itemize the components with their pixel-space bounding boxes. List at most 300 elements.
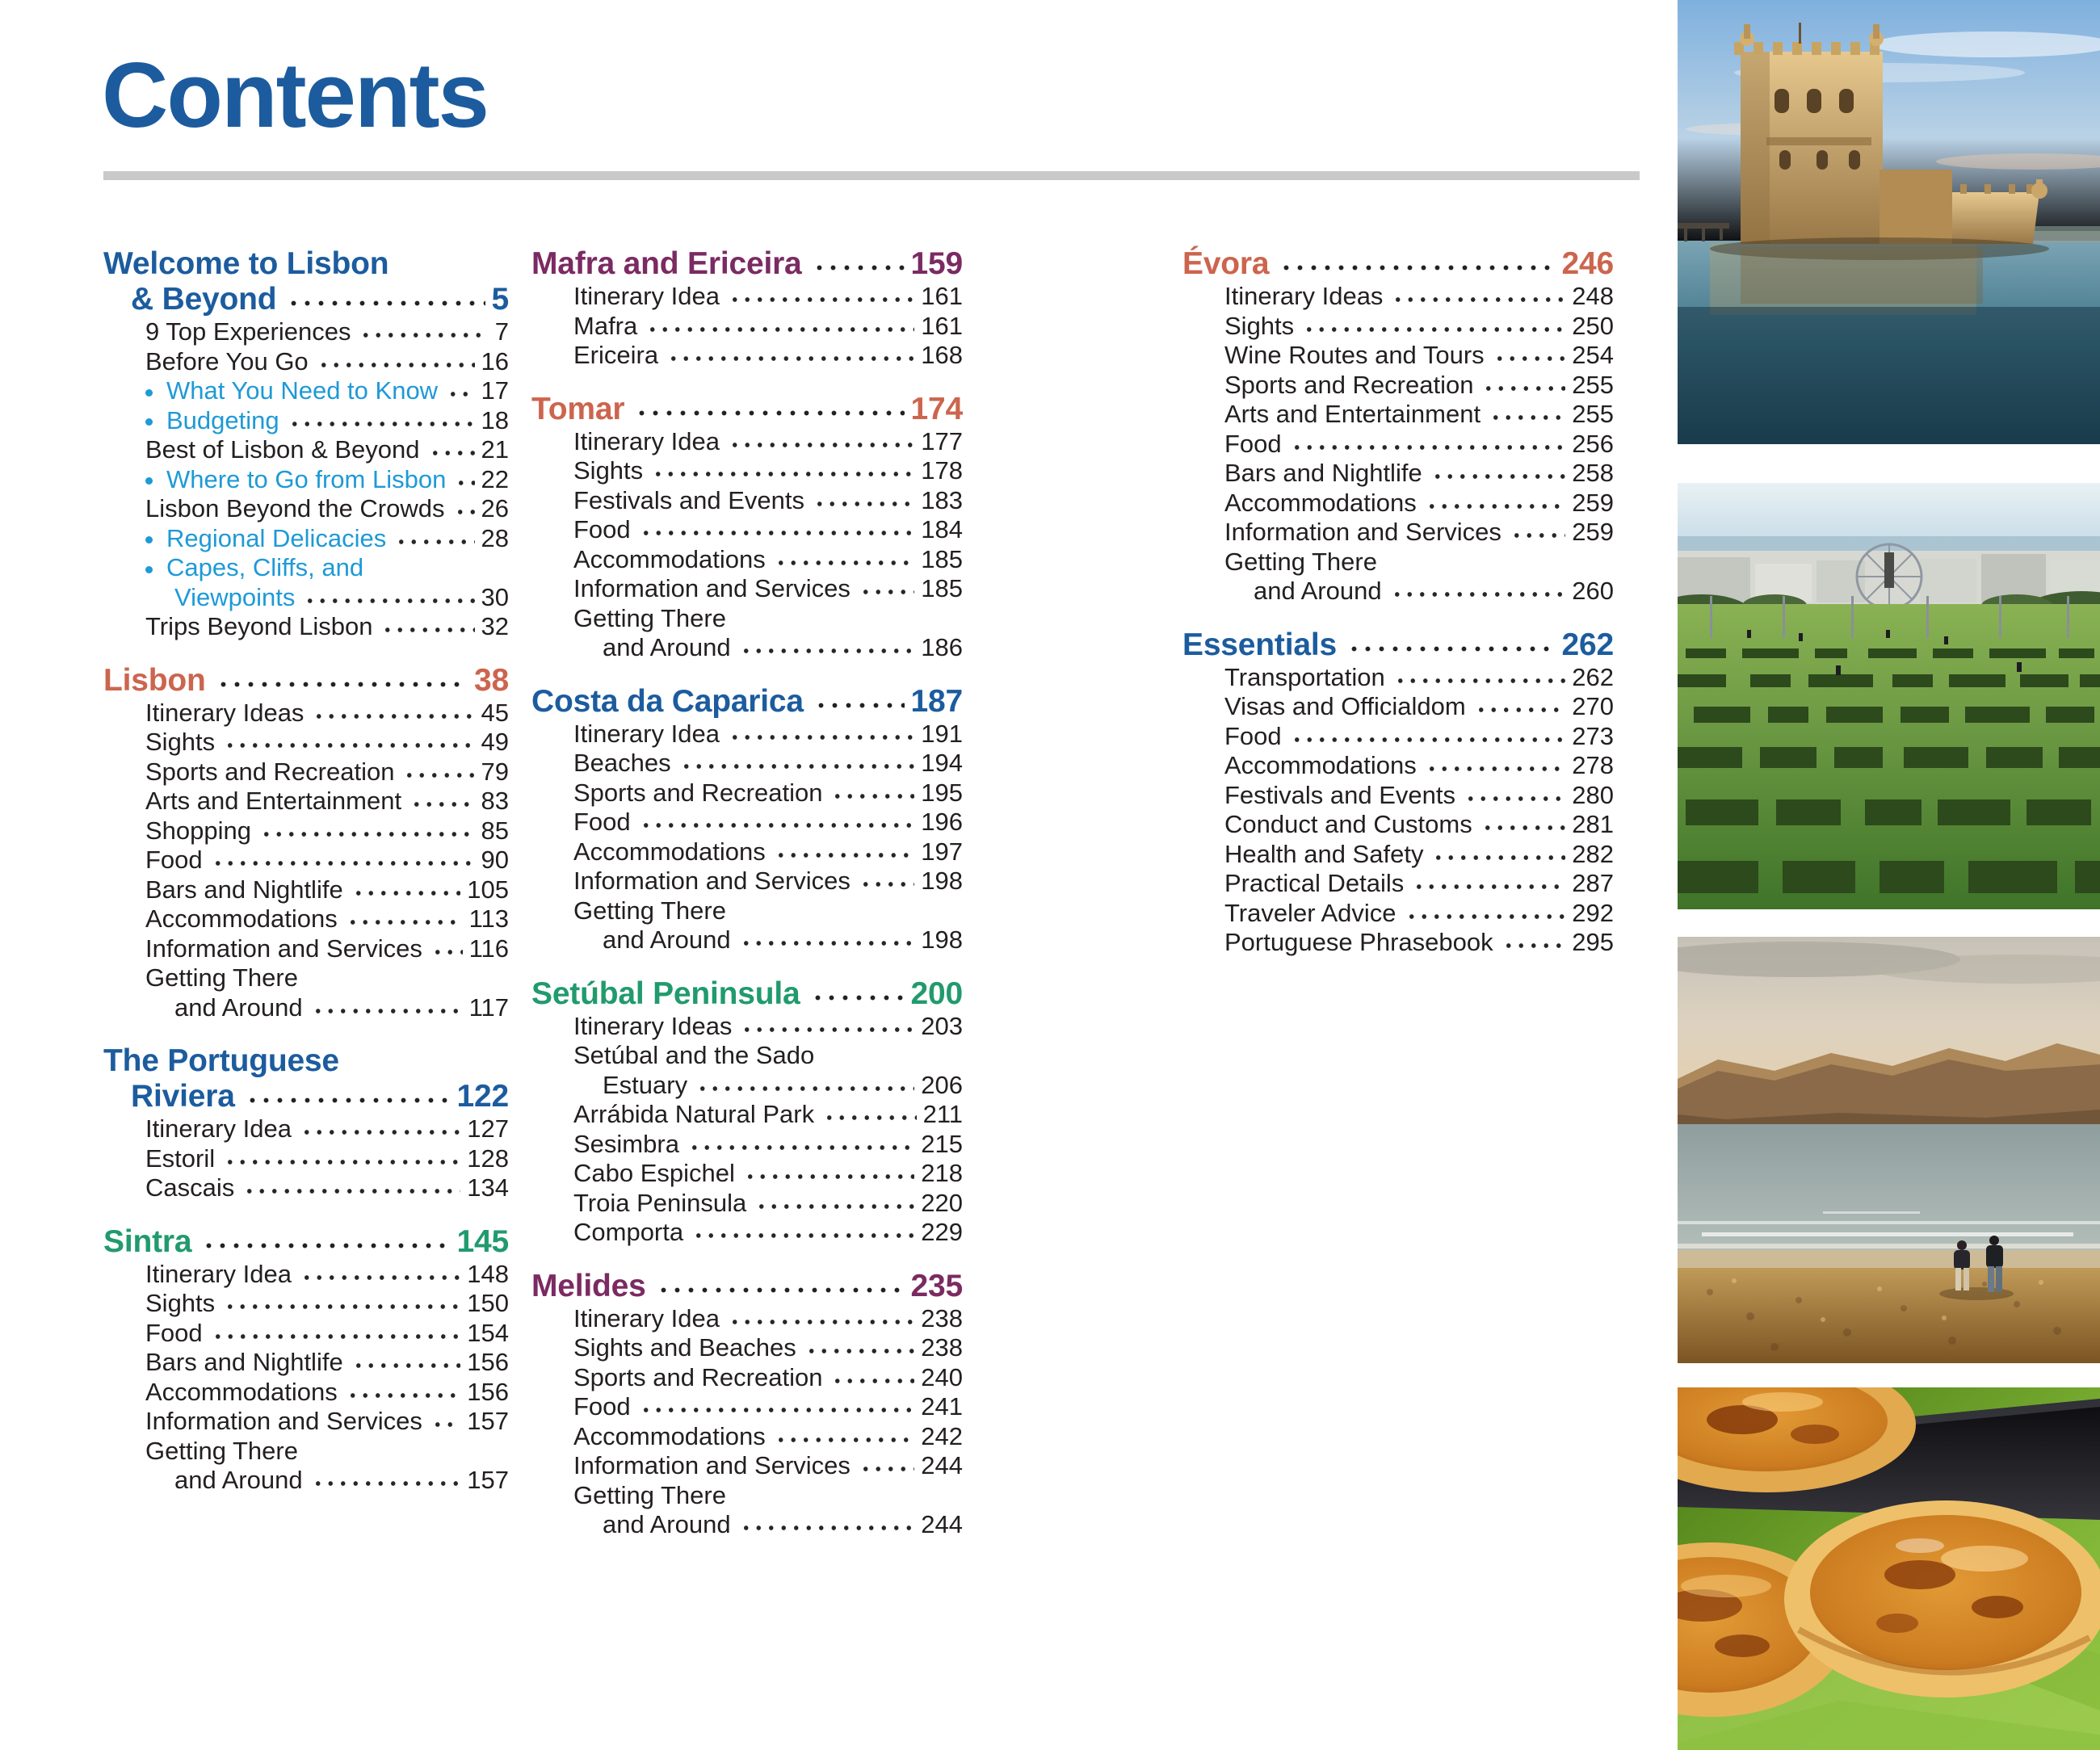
- entry-page: 195: [921, 778, 963, 807]
- dot-leader: [754, 1189, 914, 1219]
- toc-entry: [103, 317, 509, 347]
- section-page: 159: [910, 246, 963, 281]
- entry-page: 255: [1572, 400, 1614, 428]
- toc-entry: [531, 808, 963, 837]
- entry-label: and Around: [603, 1510, 731, 1538]
- entry-page: 113: [468, 904, 509, 933]
- toc-entry: [531, 1218, 963, 1248]
- toc-entry: [531, 1012, 963, 1042]
- toc-entry: [103, 934, 509, 964]
- toc-entry-continuation: [103, 583, 509, 613]
- entry-page: 244: [921, 1451, 963, 1479]
- dot-leader: [351, 1348, 461, 1378]
- entry-label: Conduct and Customs: [1224, 810, 1472, 838]
- entry-page: 157: [467, 1407, 509, 1435]
- dot-leader: [427, 435, 475, 465]
- section-title: Lisbon: [103, 662, 206, 698]
- entry-label: and Around: [603, 633, 731, 661]
- dot-leader: [242, 1173, 460, 1203]
- toc-entry: [1182, 400, 1614, 430]
- dot-leader: [742, 1159, 914, 1189]
- dot-leader: [738, 1510, 915, 1540]
- dot-leader: [213, 663, 468, 699]
- dot-leader: [738, 925, 915, 955]
- toc-section: [531, 246, 963, 371]
- dot-leader: [401, 757, 474, 787]
- entry-page: 177: [921, 426, 963, 455]
- entry-page: 18: [481, 405, 509, 434]
- section-title: Melides: [531, 1268, 646, 1303]
- entry-page: 168: [921, 341, 963, 369]
- dot-leader: [1390, 282, 1565, 312]
- toc-entry: [531, 778, 963, 808]
- dot-leader: [1492, 341, 1566, 371]
- toc-entry: [1182, 840, 1614, 870]
- toc-entry: [531, 1304, 963, 1334]
- entry-label: Festivals and Events: [1224, 780, 1456, 809]
- entry-page: 273: [1572, 721, 1614, 750]
- entry-label: Food: [573, 1392, 631, 1421]
- section-title: The Portuguese: [103, 1043, 339, 1078]
- entry-page: 241: [921, 1392, 963, 1421]
- entry-page: 248: [1572, 282, 1614, 310]
- entry-page: 260: [1572, 577, 1614, 605]
- bullet-icon: [145, 389, 153, 397]
- toc-entry: [531, 1481, 963, 1511]
- toc-entry: [1182, 751, 1614, 781]
- toc-entry: [103, 846, 509, 875]
- entry-label: Comporta: [573, 1218, 684, 1246]
- toc-entry: [103, 1173, 509, 1203]
- entry-page: 270: [1572, 692, 1614, 720]
- entry-label: Practical Details: [1224, 869, 1405, 897]
- toc-entry: [531, 574, 963, 604]
- toc-entry: [103, 553, 509, 583]
- dot-leader: [830, 1363, 914, 1393]
- entry-label: Sesimbra: [573, 1129, 679, 1158]
- toc-entry: [531, 1451, 963, 1481]
- dot-leader: [695, 1071, 914, 1101]
- entry-label: Information and Services: [1224, 518, 1502, 546]
- section-heading-line: [531, 392, 963, 427]
- toc-entry-continuation: [1182, 577, 1614, 606]
- dot-leader: [821, 1100, 917, 1130]
- toc-entry: [531, 456, 963, 486]
- dot-leader: [638, 515, 915, 545]
- entry-label: Itinerary Idea: [145, 1114, 292, 1143]
- entry-label: Information and Services: [573, 574, 850, 602]
- entry-page: 45: [481, 698, 509, 727]
- section-heading-line: [103, 246, 509, 282]
- entry-page: 127: [467, 1114, 509, 1143]
- entry-page: 161: [921, 311, 963, 340]
- section-heading-line: [531, 1269, 963, 1304]
- entry-page: 154: [467, 1318, 509, 1347]
- toc-entry: [531, 1041, 963, 1071]
- dot-leader: [210, 1319, 461, 1349]
- toc-entry: [531, 1189, 963, 1219]
- entry-page: 105: [467, 875, 509, 904]
- toc-entry: [1182, 282, 1614, 312]
- toc-entry: [103, 347, 509, 377]
- section-heading-line: [531, 976, 963, 1012]
- entry-page: 22: [481, 464, 509, 493]
- entry-page: 215: [921, 1129, 963, 1158]
- entry-label: and Around: [603, 925, 731, 954]
- section-title: Essentials: [1182, 627, 1337, 662]
- entry-label: Getting There: [573, 896, 726, 925]
- toc-entry: [103, 757, 509, 787]
- dot-leader: [809, 246, 905, 282]
- dot-leader: [666, 341, 914, 371]
- entry-label: Ericeira: [573, 341, 659, 369]
- entry-label: Transportation: [1224, 662, 1385, 691]
- photo-rail: [1678, 0, 2100, 1750]
- toc-entry: [103, 1260, 509, 1290]
- entry-label: Information and Services: [573, 867, 850, 895]
- toc-entry: [1182, 781, 1614, 811]
- entry-label: Visas and Officialdom: [1224, 692, 1466, 720]
- dot-leader: [773, 837, 914, 867]
- toc-entry: [1182, 548, 1614, 577]
- dot-leader: [1480, 371, 1565, 401]
- entry-page: 197: [921, 837, 963, 866]
- belem-tower-photo: [1678, 0, 2100, 444]
- dot-leader: [773, 545, 914, 575]
- dot-leader: [1501, 928, 1566, 958]
- dot-leader: [222, 1289, 460, 1319]
- entry-page: 262: [1572, 662, 1614, 691]
- dot-leader: [351, 875, 461, 905]
- entry-label: Wine Routes and Tours: [1224, 341, 1485, 369]
- entry-label: Food: [1224, 721, 1282, 750]
- entry-label: Arts and Entertainment: [145, 787, 402, 815]
- entry-page: 280: [1572, 780, 1614, 809]
- section-page: 246: [1561, 246, 1614, 281]
- entry-label: Beaches: [573, 749, 671, 777]
- toc-entry: [1182, 899, 1614, 929]
- entry-page: 183: [921, 485, 963, 514]
- entry-page: 156: [467, 1377, 509, 1406]
- toc-entry: [531, 1392, 963, 1422]
- toc-entry: [531, 1159, 963, 1189]
- dot-leader: [738, 633, 915, 663]
- toc-entry: [103, 904, 509, 934]
- toc-entry: [1182, 692, 1614, 722]
- entry-label: Getting There: [573, 603, 726, 632]
- entry-label: Accommodations: [573, 544, 766, 573]
- bullet-icon: [145, 536, 153, 543]
- dot-leader: [650, 456, 914, 486]
- section-page: 145: [456, 1223, 509, 1259]
- entry-page: 128: [467, 1144, 509, 1173]
- toc-section: [531, 976, 963, 1248]
- entry-label: Estuary: [603, 1070, 688, 1099]
- toc-entry: [531, 486, 963, 516]
- toc-entry: [103, 875, 509, 905]
- toc-entry: [1182, 341, 1614, 371]
- toc-entry: [531, 604, 963, 634]
- hedge-garden-illustration: [1678, 483, 2100, 909]
- toc-section: [531, 684, 963, 955]
- entry-label: Itinerary Idea: [573, 282, 720, 310]
- toc-entry: [1182, 928, 1614, 958]
- entry-page: 229: [921, 1218, 963, 1246]
- entry-label: Capes, Cliffs, and: [166, 553, 364, 581]
- toc-entry: [103, 1144, 509, 1174]
- entry-page: 90: [481, 846, 509, 874]
- entry-page: 185: [921, 574, 963, 602]
- entry-page: 287: [1572, 869, 1614, 897]
- dot-leader: [430, 934, 463, 964]
- entry-page: 117: [468, 993, 509, 1022]
- toc-entry: [531, 1130, 963, 1160]
- entry-label: Information and Services: [145, 934, 422, 963]
- dot-leader: [452, 494, 475, 524]
- dot-leader: [1424, 751, 1565, 781]
- toc-entry: [103, 1114, 509, 1144]
- title-divider: [103, 171, 1640, 180]
- page-title: Contents: [102, 44, 488, 147]
- toc-entry-continuation: [103, 1466, 509, 1496]
- toc-entry: [531, 427, 963, 457]
- entry-label: 9 Top Experiences: [145, 317, 351, 346]
- entry-label: Sights and Beaches: [573, 1333, 796, 1362]
- bullet-icon: [145, 418, 153, 426]
- bullet-icon: [145, 566, 153, 573]
- toc-entry: [531, 312, 963, 342]
- toc-entry: [1182, 518, 1614, 548]
- section-title: Sintra: [103, 1223, 192, 1259]
- section-title: Costa da Caparica: [531, 683, 804, 719]
- entry-page: 211: [922, 1100, 963, 1128]
- dot-leader: [409, 787, 474, 816]
- dot-leader: [1289, 722, 1566, 752]
- dot-leader: [1404, 899, 1566, 929]
- toc-entry: [1182, 371, 1614, 401]
- dot-leader: [310, 993, 463, 1023]
- entry-page: 240: [921, 1362, 963, 1391]
- entry-page: 258: [1572, 459, 1614, 487]
- dot-leader: [858, 867, 914, 896]
- dot-leader: [804, 1333, 915, 1363]
- section-heading-line: [1182, 246, 1614, 282]
- section-heading-line: [103, 1079, 509, 1114]
- entry-label: Arrábida Natural Park: [573, 1100, 815, 1128]
- entry-label: Getting There: [145, 963, 298, 992]
- entry-label: Bars and Nightlife: [1224, 459, 1422, 487]
- section-heading-line: [531, 684, 963, 720]
- section-page: 262: [1561, 627, 1614, 662]
- section-page: 174: [910, 391, 963, 426]
- dot-leader: [199, 1224, 450, 1260]
- dot-leader: [222, 728, 474, 757]
- bullet-icon: [145, 477, 153, 485]
- dot-leader: [1488, 400, 1565, 430]
- entry-page: 255: [1572, 370, 1614, 399]
- toc-entry: [1182, 489, 1614, 518]
- dot-leader: [811, 684, 905, 720]
- toc-entry: [531, 282, 963, 312]
- toc-entry: [1182, 663, 1614, 693]
- toc-entry: [103, 1407, 509, 1437]
- toc-entry: [1182, 459, 1614, 489]
- entry-page: 134: [467, 1173, 509, 1202]
- toc-entry: [103, 728, 509, 757]
- beach-couple-photo: [1678, 937, 2100, 1363]
- entry-label: Sights: [145, 1289, 216, 1317]
- toc-entry: [531, 1363, 963, 1393]
- toc-entry: [103, 963, 509, 993]
- entry-label: Sights: [1224, 311, 1295, 340]
- section-heading-line: [103, 663, 509, 699]
- custard-tarts-photo: [1678, 1387, 2100, 1750]
- entry-page: 21: [481, 435, 509, 464]
- section-page: 122: [456, 1079, 509, 1114]
- entry-page: 198: [921, 867, 963, 895]
- entry-page: 292: [1572, 898, 1614, 927]
- entry-page: 178: [921, 456, 963, 485]
- toc-entry: [103, 1437, 509, 1467]
- dot-leader: [1392, 663, 1566, 693]
- dot-leader: [299, 1114, 460, 1144]
- entry-page: 242: [921, 1421, 963, 1450]
- entry-label: Food: [145, 1318, 203, 1347]
- toc-entry: [1182, 430, 1614, 460]
- entry-label: Sports and Recreation: [573, 778, 823, 807]
- dot-leader: [311, 699, 474, 728]
- entry-label: Sports and Recreation: [1224, 370, 1474, 399]
- dot-leader: [808, 976, 905, 1012]
- entry-page: 30: [481, 582, 509, 611]
- toc-entry: [531, 867, 963, 896]
- entry-page: 26: [481, 494, 509, 522]
- dot-leader: [773, 1422, 914, 1452]
- dot-leader: [687, 1130, 914, 1160]
- entry-label: and Around: [174, 993, 303, 1022]
- section-title: Mafra and Ericeira: [531, 246, 802, 281]
- dot-leader: [678, 749, 915, 778]
- entry-label: Cascais: [145, 1173, 235, 1202]
- dot-leader: [1289, 430, 1566, 460]
- entry-label: Accommodations: [145, 904, 338, 933]
- entry-label: Food: [573, 515, 631, 543]
- entry-page: 238: [921, 1303, 963, 1332]
- toc-column-3: [1182, 246, 1614, 979]
- entry-label: Cabo Espichel: [573, 1159, 735, 1187]
- dot-leader: [638, 808, 915, 837]
- dot-leader: [430, 1407, 460, 1437]
- entry-label: Accommodations: [573, 1421, 766, 1450]
- entry-page: 194: [921, 749, 963, 777]
- toc-section: [103, 663, 509, 1023]
- entry-label: Bars and Nightlife: [145, 875, 343, 904]
- dot-leader: [691, 1218, 914, 1248]
- entry-label: Accommodations: [1224, 488, 1417, 517]
- entry-label: Food: [573, 808, 631, 836]
- entry-label: Festivals and Events: [573, 485, 805, 514]
- dot-leader: [1480, 810, 1566, 840]
- dot-leader: [858, 1451, 914, 1481]
- section-page: 38: [474, 662, 509, 698]
- section-title: Riviera: [131, 1079, 235, 1114]
- belem-tower-illustration: [1678, 0, 2100, 444]
- toc-entry-continuation: [531, 1510, 963, 1540]
- entry-page: 281: [1572, 810, 1614, 838]
- toc-section: [103, 246, 509, 642]
- dot-leader: [316, 347, 475, 377]
- entry-label: Regional Delicacies: [166, 523, 387, 552]
- dot-leader: [380, 612, 474, 642]
- entry-page: 16: [481, 346, 509, 376]
- entry-page: 250: [1572, 311, 1614, 340]
- entry-label: Where to Go from Lisbon: [166, 464, 447, 493]
- entry-page: 196: [921, 808, 963, 836]
- toc-entry: [531, 341, 963, 371]
- dot-leader: [345, 1378, 460, 1408]
- dot-leader: [739, 1012, 914, 1042]
- entry-label: Food: [145, 846, 203, 874]
- toc-entry: [1182, 869, 1614, 899]
- dot-leader: [287, 406, 475, 436]
- dot-leader: [453, 465, 474, 495]
- toc-entry: [531, 1422, 963, 1452]
- hedge-garden-park-photo: [1678, 483, 2100, 909]
- dot-leader: [1473, 692, 1566, 722]
- section-heading-line: [103, 1043, 509, 1079]
- custard-tarts-illustration: [1678, 1387, 2100, 1750]
- dot-leader: [302, 583, 474, 613]
- entry-label: What You Need to Know: [166, 376, 439, 405]
- section-heading-line: [103, 282, 509, 317]
- entry-page: 244: [921, 1510, 963, 1538]
- entry-page: 206: [921, 1070, 963, 1099]
- entry-page: 79: [481, 757, 509, 786]
- toc-section: [531, 1269, 963, 1540]
- entry-page: 254: [1572, 341, 1614, 369]
- dot-leader: [727, 720, 914, 749]
- entry-page: 282: [1572, 839, 1614, 868]
- entry-page: 186: [921, 633, 963, 661]
- entry-page: 32: [481, 612, 509, 640]
- toc-entry-continuation: [103, 993, 509, 1023]
- entry-label: Health and Safety: [1224, 839, 1424, 868]
- entry-label: Itinerary Idea: [573, 1303, 720, 1332]
- dot-leader: [1430, 459, 1566, 489]
- entry-page: 150: [467, 1289, 509, 1317]
- entry-page: 256: [1572, 429, 1614, 458]
- dot-leader: [858, 574, 914, 604]
- toc-entry-continuation: [531, 925, 963, 955]
- toc-entry: [103, 376, 509, 406]
- dot-leader: [1276, 246, 1555, 282]
- dot-leader: [1389, 577, 1566, 606]
- entry-label: Itinerary Ideas: [145, 698, 304, 727]
- entry-page: 203: [921, 1011, 963, 1040]
- toc-entry: [531, 515, 963, 545]
- dot-leader: [830, 778, 914, 808]
- toc-entry: [531, 896, 963, 926]
- entry-label: Itinerary Idea: [573, 426, 720, 455]
- toc-entry: [103, 1378, 509, 1408]
- entry-label: Getting There: [1224, 547, 1377, 576]
- toc-column-1: [103, 246, 509, 1517]
- dot-leader: [393, 524, 474, 554]
- toc-entry: [531, 720, 963, 749]
- dot-leader: [242, 1079, 451, 1114]
- section-page: 200: [910, 976, 963, 1011]
- toc-entry-continuation: [531, 1071, 963, 1101]
